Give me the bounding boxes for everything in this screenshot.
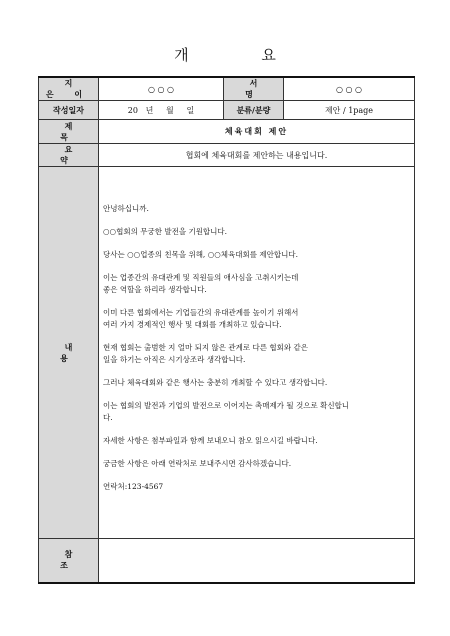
content-paragraph: 당사는 ○○업종의 친목을 위해, ○○체육대회를 제안합니다. bbox=[103, 250, 299, 259]
overview-form-table bbox=[38, 76, 415, 584]
date-label: 작성일자 bbox=[39, 101, 99, 120]
content-paragraph: 궁금한 사항은 아래 연락처로 보내주시면 감사하겠습니다. bbox=[103, 459, 292, 468]
content-paragraph: 이는 협회의 발전과 기업의 발전으로 이어지는 촉매제가 될 것으로 확신합니 다. bbox=[103, 401, 350, 422]
content-paragraph: 현재 협회는 출범한 지 얼마 되지 않은 관계로 다른 협회와 같은 일을 하기는 아직은 시기상조라 생각합니다. bbox=[103, 343, 308, 364]
document-title: 개 요 bbox=[174, 46, 310, 64]
author-value[interactable]: ○ ○ ○ bbox=[99, 77, 224, 101]
content-label: 내 용 bbox=[39, 167, 99, 539]
reference-value[interactable] bbox=[99, 539, 415, 583]
reference-label: 참 조 bbox=[39, 539, 99, 583]
category-value[interactable]: 제안 / 1page bbox=[284, 101, 415, 120]
subject-label: 제 목 bbox=[39, 120, 99, 144]
signature-label: 서 명 bbox=[224, 77, 284, 101]
content-paragraph: 자세한 사항은 첨부파일과 함께 보내오니 참오 읽으시길 바랍니다. bbox=[103, 436, 318, 445]
contact-line: 연락처:123-4567 bbox=[103, 482, 164, 491]
date-value[interactable]: 20 년 월 일 bbox=[99, 101, 224, 120]
content-paragraph: ○○협회의 무궁한 발전을 기원합니다. bbox=[103, 227, 228, 236]
content-paragraph: 안녕하십니까. bbox=[103, 204, 149, 213]
content-paragraph: 이미 다른 협회에서는 기업들간의 유대관계를 높이기 위해서 여러 가지 경제적인 행사 및 대회를 개최하고 있습니다. bbox=[103, 308, 299, 329]
content-body[interactable] bbox=[99, 167, 415, 539]
content-paragraph: 이는 업종간의 유대관계 및 직원들의 애사심을 고취시키는데 좋은 역할을 하리라 생각합니다. bbox=[103, 273, 299, 294]
content-paragraph: 그러나 체육대회와 같은 행사는 충분히 개최할 수 있다고 생각합니다. bbox=[103, 378, 328, 387]
summary-label: 요 약 bbox=[39, 144, 99, 167]
signature-value[interactable]: ○ ○ ○ bbox=[284, 77, 415, 101]
category-label: 분류/분량 bbox=[224, 101, 284, 120]
subject-value[interactable]: 체육대회 제안 bbox=[99, 120, 415, 144]
summary-value[interactable]: 협회에 체육대회를 제안하는 내용입니다. bbox=[99, 144, 415, 167]
author-label: 지 은 이 bbox=[39, 77, 99, 101]
